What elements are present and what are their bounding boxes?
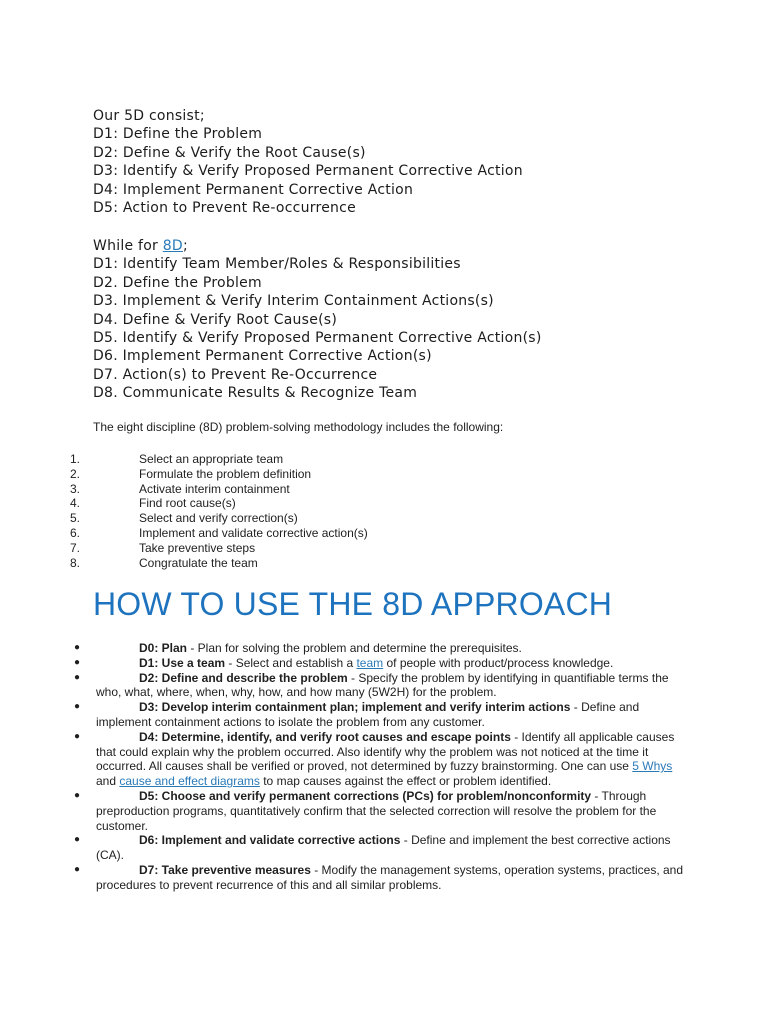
- eight-d-link[interactable]: 8D: [162, 238, 183, 254]
- five-d-item: D3: Identify & Verify Proposed Permanent Corrective Action: [93, 163, 523, 180]
- bullet-title: D5: Choose and verify permanent corrections (PCs) for problem/nonconformity: [139, 788, 592, 803]
- list-item: [70, 789, 690, 833]
- five-d-item: D5: Action to Prevent Re-occurrence: [93, 200, 356, 217]
- bullet-title: D7: Take preventive measures: [139, 862, 311, 877]
- eight-d-item: D4. Define & Verify Root Cause(s): [93, 311, 338, 328]
- list-item: [70, 863, 690, 893]
- bullet-text: - Modify the management systems, operation systems, practices, and procedures to prevent recurrence of this and all similar problems.: [96, 862, 684, 892]
- step-number: 8.: [70, 555, 81, 570]
- list-item: [70, 730, 690, 789]
- bullet-text: - Select and establish a: [225, 655, 357, 670]
- eight-d-intro: [93, 237, 542, 255]
- step-number: 3.: [70, 481, 81, 496]
- five-d-item: D4: Implement Permanent Corrective Action: [93, 181, 414, 198]
- eight-d-item: D6. Implement Permanent Corrective Action(s): [93, 348, 432, 365]
- eight-d-item: D1: Identify Team Member/Roles & Responsibilities: [93, 256, 461, 273]
- eight-d-item: D5. Identify & Verify Proposed Permanent Corrective Action(s): [93, 330, 542, 347]
- five-d-intro: Our 5D consist;: [93, 108, 205, 124]
- bullet-text: - Define and implement containment actions to isolate the problem from any customer.: [96, 700, 640, 729]
- inline-link[interactable]: 5 Whys: [632, 759, 673, 774]
- step-number: 1.: [70, 452, 81, 466]
- bullet-icon: ●: [74, 730, 81, 742]
- bullet-icon: ●: [74, 863, 81, 875]
- bullet-text: of people with product/process knowledge.: [383, 655, 614, 670]
- bullet-icon: ●: [74, 834, 81, 846]
- bullet-title: D0: Plan: [139, 641, 188, 655]
- step-text: Formulate the problem definition: [139, 466, 312, 481]
- list-item: [70, 833, 690, 863]
- bullet-text: - Plan for solving the problem and determine the prerequisites.: [187, 641, 522, 655]
- bullet-title: D6: Implement and validate corrective actions: [139, 833, 401, 848]
- eight-d-item: D7. Action(s) to Prevent Re-Occurrence: [93, 366, 378, 383]
- step-text: Find root cause(s): [139, 496, 236, 511]
- step-text: Select an appropriate team: [139, 452, 284, 466]
- eight-d-item: D8. Communicate Results & Recognize Team: [93, 385, 418, 402]
- five-d-item: D1: Define the Problem: [93, 126, 263, 143]
- bullet-text: - Identify all applicable causes that could explain why the problem occurred. Also identify why the problem was not noticed at the time it occurred. All causes shall be verified or proved, not determined by fuzzy brainstorming. One can use: [96, 729, 675, 774]
- bullet-title: D1: Use a team: [139, 655, 226, 670]
- step-text: Implement and validate corrective action(s): [139, 525, 368, 540]
- five-d-item: D2: Define & Verify the Root Cause(s): [93, 144, 366, 161]
- step-text: Activate interim containment: [139, 481, 290, 496]
- bullet-icon: ●: [74, 701, 81, 713]
- eight-d-intro-suffix: ;: [182, 238, 188, 254]
- bullet-title: D3: Develop interim containment plan; implement and verify interim actions: [139, 700, 571, 715]
- eight-d-intro-prefix: While for: [93, 238, 163, 254]
- inline-link[interactable]: cause and effect diagrams: [119, 774, 260, 789]
- bullet-text: and: [96, 774, 120, 789]
- inline-link[interactable]: team: [356, 655, 384, 670]
- bullet-icon: ●: [74, 642, 81, 653]
- bullet-icon: ●: [74, 671, 81, 683]
- list-item: [70, 700, 690, 730]
- step-number: 5.: [70, 511, 81, 526]
- methodology-intro: The eight discipline (8D) problem-solving methodology includes the following:: [93, 420, 504, 434]
- step-number: 7.: [70, 540, 81, 555]
- five-d-list: [93, 107, 523, 217]
- section-heading: HOW TO USE THE 8D APPROACH: [93, 586, 613, 622]
- bullet-icon: ●: [74, 789, 81, 801]
- bullet-title: D2: Define and describe the problem: [139, 670, 348, 685]
- bullet-title: D4: Determine, identify, and verify root causes and escape points: [139, 729, 511, 744]
- step-number: 4.: [70, 496, 81, 511]
- list-item: [70, 671, 690, 701]
- step-text: Congratulate the team: [139, 555, 258, 570]
- approach-bullets: [70, 641, 690, 893]
- eight-d-item: D3. Implement & Verify Interim Containment Actions(s): [93, 293, 494, 310]
- bullet-text: - Define and implement the best corrective actions (CA).: [96, 833, 671, 863]
- list-item: [70, 641, 690, 656]
- step-text: Take preventive steps: [139, 540, 256, 555]
- bullet-icon: ●: [74, 656, 81, 668]
- eight-d-list: [93, 237, 542, 403]
- bullet-text: - Specify the problem by identifying in quantifiable terms the who, what, where, when, why, how, and how many (5W2H) for the problem.: [96, 670, 669, 700]
- step-text: Select and verify correction(s): [139, 511, 298, 526]
- list-item: [70, 656, 690, 671]
- bullet-text: - Through preproduction programs, quantitatively confirm that the selected correction will resolve the problem for the customer.: [96, 788, 657, 833]
- step-number: 2.: [70, 466, 81, 481]
- step-number: 6.: [70, 525, 81, 540]
- bullet-text: to map causes against the effect or problem identified.: [259, 774, 552, 789]
- eight-d-item: D2. Define the Problem: [93, 274, 262, 291]
